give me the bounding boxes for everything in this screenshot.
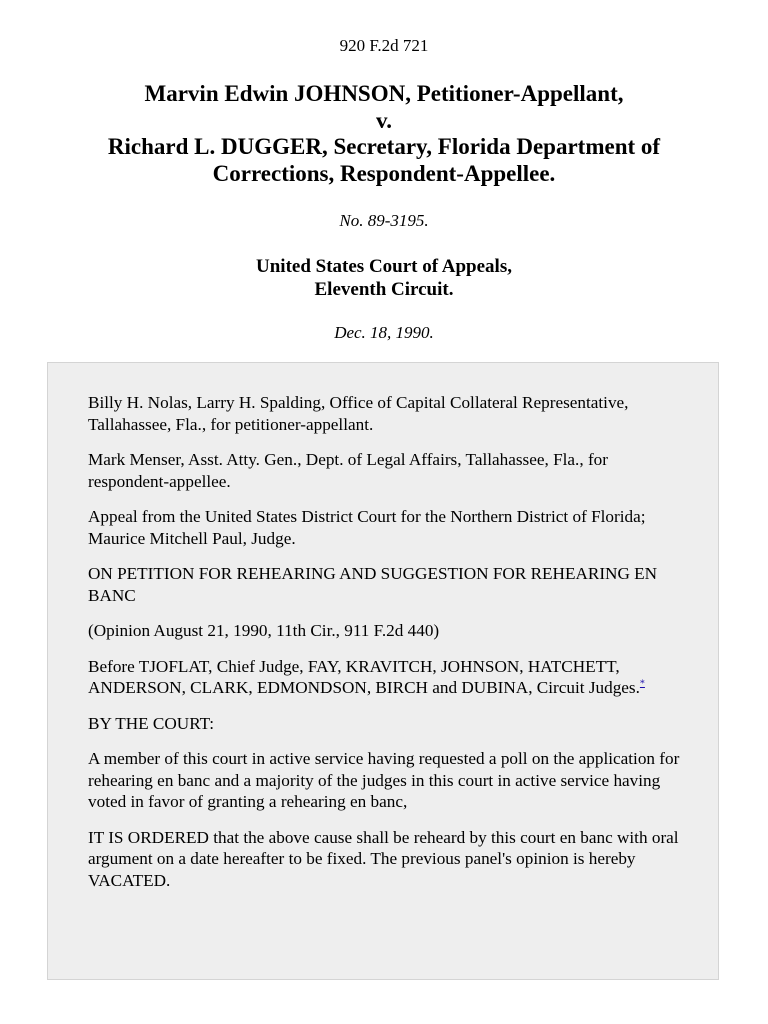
panel-judges xyxy=(88,656,688,699)
docket-number: No. 89-3195. xyxy=(339,211,429,230)
order-statement: IT IS ORDERED that the above cause shall be reheard by this court en banc with oral argument on a date hereafter to be fixed. The previous panel's opinion is hereby VACATED. xyxy=(88,827,679,890)
caption-respondent-line2: Corrections, Respondent-Appellee. xyxy=(212,160,556,186)
counsel-petitioner: Billy H. Nolas, Larry H. Spalding, Office of Capital Collateral Representative, Tallahassee, Fla., for petitioner-appellant. xyxy=(88,393,629,434)
decision-date: Dec. 18, 1990. xyxy=(334,323,434,342)
caption-respondent-line1: Richard L. DUGGER, Secretary, Florida Department of xyxy=(107,134,661,159)
court-name-line1: United States Court of Appeals, xyxy=(256,256,512,277)
petition-heading: ON PETITION FOR REHEARING AND SUGGESTION FOR REHEARING EN BANC xyxy=(88,564,658,605)
caption-petitioner: Marvin Edwin JOHNSON, Petitioner-Appellant, xyxy=(144,81,624,106)
opinion-reference: (Opinion August 21, 1990, 11th Cir., 911 F.2d 440) xyxy=(88,621,440,640)
panel-judges-text: Before TJOFLAT, Chief Judge, FAY, KRAVITCH, JOHNSON, HATCHETT, ANDERSON, CLARK, EDMONDSON, BIRCH and DUBINA, Circuit Judges. xyxy=(88,656,640,697)
appeal-statement: Appeal from the United States District Court for the Northern District of Florida; Maurice Mitchell Paul, Judge. xyxy=(88,507,646,548)
counsel-respondent: Mark Menser, Asst. Atty. Gen., Dept. of Legal Affairs, Tallahassee, Fla., for respondent-appellee. xyxy=(88,450,608,491)
opinion-body xyxy=(47,362,719,980)
caption-versus: v. xyxy=(376,107,392,133)
court-name xyxy=(0,255,768,301)
case-caption xyxy=(0,81,768,187)
poll-statement: A member of this court in active service having requested a poll on the application for rehearing en banc and a majority of the judges in this court in active service having voted in favor of granting a rehearing en banc, xyxy=(88,749,680,811)
by-the-court: BY THE COURT: xyxy=(88,713,215,733)
citation: 920 F.2d 721 xyxy=(339,36,429,55)
court-name-line2: Eleventh Circuit. xyxy=(314,279,454,300)
footnote-link[interactable]: * xyxy=(639,678,645,690)
